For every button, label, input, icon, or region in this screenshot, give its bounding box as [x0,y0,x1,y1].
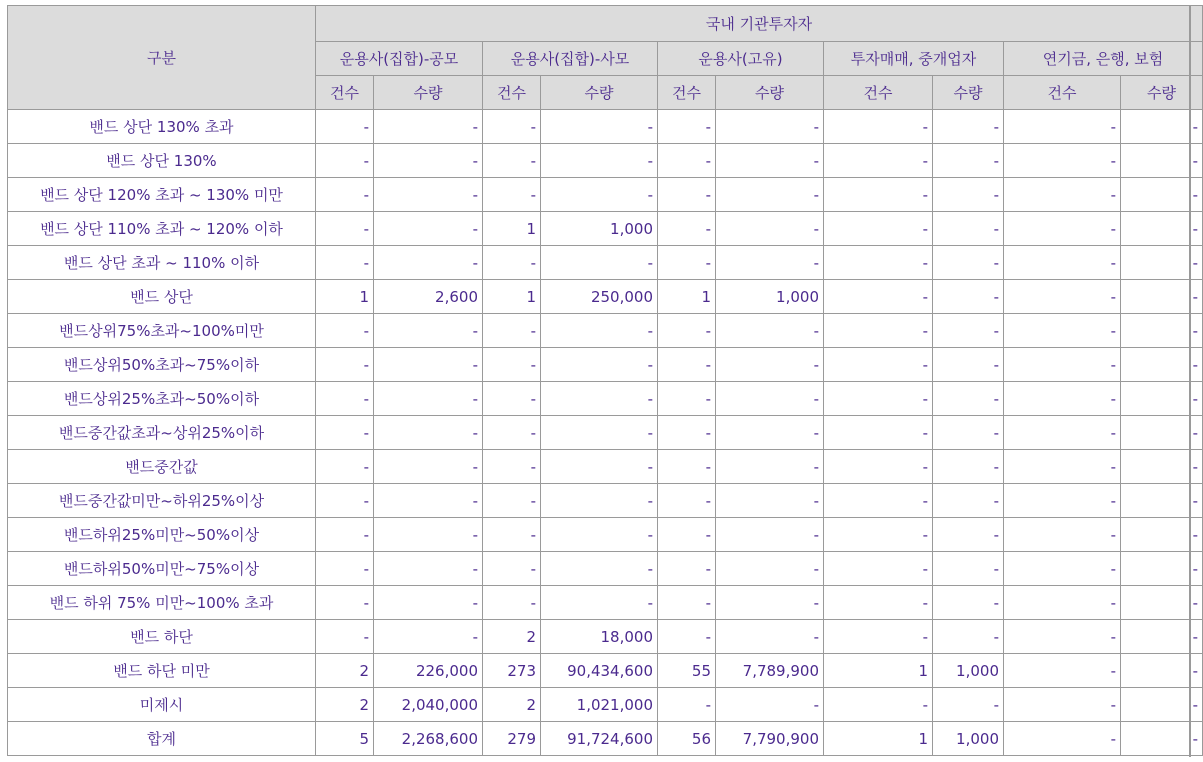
count-cell: - [316,586,374,620]
qty-cell: - [1121,212,1203,246]
count-cell: 2 [316,688,374,722]
qty-cell: - [374,348,483,382]
count-cell: - [824,382,933,416]
count-cell: - [1004,518,1121,552]
qty-cell: - [716,246,824,280]
qty-cell: - [933,484,1004,518]
count-cell: - [316,416,374,450]
count-cell: - [483,246,541,280]
category-header: 구분 [8,6,316,110]
qty-cell: - [933,144,1004,178]
qty-cell: - [716,314,824,348]
count-cell: - [1004,348,1121,382]
count-cell: 2 [483,688,541,722]
count-cell: - [483,314,541,348]
qty-header: 수량 [541,76,658,110]
count-cell: - [1004,144,1121,178]
subgroup-header: 투자매매, 중개업자 [824,42,1004,76]
qty-cell: - [1121,348,1203,382]
qty-cell: - [716,178,824,212]
count-cell: 273 [483,654,541,688]
qty-cell: 2,268,600 [374,722,483,756]
table-row [8,722,1203,756]
count-cell: - [658,416,716,450]
row-label: 밴드중간값 [8,450,316,484]
qty-cell: - [1121,654,1203,688]
count-cell: - [1004,552,1121,586]
count-cell: - [483,144,541,178]
qty-cell: - [541,348,658,382]
count-cell: - [316,484,374,518]
row-label: 밴드하위25%미만~50%이상 [8,518,316,552]
qty-cell: - [541,586,658,620]
count-cell: - [1004,314,1121,348]
qty-cell: - [716,586,824,620]
qty-cell: - [1121,450,1203,484]
count-cell: 279 [483,722,541,756]
row-label: 합계 [8,722,316,756]
count-cell: - [824,450,933,484]
qty-cell: - [374,450,483,484]
count-cell: - [658,450,716,484]
qty-cell: - [716,688,824,722]
qty-cell: - [933,348,1004,382]
qty-cell: - [374,382,483,416]
table-row [8,280,1203,314]
table-row [8,416,1203,450]
table-row [8,688,1203,722]
qty-cell: - [541,246,658,280]
count-cell: - [1004,722,1121,756]
qty-cell: - [1121,518,1203,552]
demand-forecast-table [7,5,1203,756]
table-row [8,382,1203,416]
count-cell: 5 [316,722,374,756]
count-cell: - [316,178,374,212]
count-cell: - [658,688,716,722]
qty-cell: - [541,178,658,212]
subgroup-header: 운용사(집합)-공모 [316,42,483,76]
count-cell: - [824,518,933,552]
qty-cell: - [541,110,658,144]
count-cell: - [824,280,933,314]
qty-cell: 1,000 [933,654,1004,688]
count-cell: 1 [316,280,374,314]
count-cell: 55 [658,654,716,688]
qty-cell: - [716,552,824,586]
qty-cell: - [716,348,824,382]
qty-cell: - [1121,382,1203,416]
qty-cell: - [1121,280,1203,314]
count-cell: - [658,620,716,654]
row-label: 밴드상위75%초과~100%미만 [8,314,316,348]
qty-cell: - [716,450,824,484]
qty-cell: - [541,314,658,348]
count-cell: - [483,450,541,484]
count-cell: 2 [316,654,374,688]
qty-cell: - [1121,552,1203,586]
qty-cell: - [933,416,1004,450]
qty-cell: - [374,416,483,450]
count-cell: - [483,552,541,586]
table-row [8,586,1203,620]
qty-cell: 91,724,600 [541,722,658,756]
count-header: 건수 [1004,76,1121,110]
count-cell: - [658,110,716,144]
qty-cell: - [716,144,824,178]
qty-cell: 1,000 [541,212,658,246]
count-cell: - [824,586,933,620]
qty-cell: - [933,518,1004,552]
qty-cell: - [933,246,1004,280]
table-row [8,654,1203,688]
qty-cell: - [541,450,658,484]
qty-cell: 1,021,000 [541,688,658,722]
table-row [8,450,1203,484]
count-cell: - [1004,586,1121,620]
qty-cell: - [716,382,824,416]
count-cell: - [658,382,716,416]
qty-cell: - [716,212,824,246]
count-cell: - [483,518,541,552]
row-label: 밴드 상단 [8,280,316,314]
count-cell: - [1004,246,1121,280]
table-row [8,620,1203,654]
table-row [8,144,1203,178]
count-cell: - [658,518,716,552]
row-label: 밴드 상단 130% [8,144,316,178]
qty-cell: - [933,212,1004,246]
qty-cell: - [374,552,483,586]
qty-cell: - [374,246,483,280]
count-header: 건수 [316,76,374,110]
count-cell: - [316,110,374,144]
count-cell: - [658,348,716,382]
qty-cell: - [1121,314,1203,348]
qty-cell: - [541,552,658,586]
qty-cell: - [933,280,1004,314]
row-label: 밴드상위50%초과~75%이하 [8,348,316,382]
count-cell: 1 [824,654,933,688]
count-cell: - [1004,280,1121,314]
count-cell: - [658,314,716,348]
row-label: 밴드 상단 110% 초과 ~ 120% 이하 [8,212,316,246]
count-cell: - [824,552,933,586]
count-cell: - [824,314,933,348]
qty-cell: - [933,314,1004,348]
qty-cell: - [374,178,483,212]
count-cell: - [316,552,374,586]
count-cell: - [316,212,374,246]
qty-header: 수량 [1121,76,1203,110]
count-cell: - [316,314,374,348]
row-label: 밴드 상단 130% 초과 [8,110,316,144]
count-cell: - [1004,212,1121,246]
subgroup-header: 연기금, 은행, 보험 [1004,42,1203,76]
count-cell: - [1004,450,1121,484]
table-row [8,484,1203,518]
count-cell: - [483,416,541,450]
qty-cell: - [1121,586,1203,620]
count-cell: 1 [824,722,933,756]
qty-cell: - [716,484,824,518]
qty-cell: - [933,382,1004,416]
qty-cell: - [933,110,1004,144]
count-cell: - [824,348,933,382]
count-cell: - [658,484,716,518]
count-cell: - [316,348,374,382]
count-cell: - [483,484,541,518]
table-body [8,110,1203,756]
count-cell: - [824,620,933,654]
row-label: 미제시 [8,688,316,722]
row-label: 밴드 하위 75% 미만~100% 초과 [8,586,316,620]
count-cell: 1 [483,212,541,246]
row-label: 밴드중간값미만~하위25%이상 [8,484,316,518]
qty-cell: - [933,450,1004,484]
count-cell: 1 [483,280,541,314]
qty-cell: - [374,144,483,178]
qty-header: 수량 [374,76,483,110]
table-row [8,212,1203,246]
group-header: 국내 기관투자자 [316,6,1203,42]
count-cell: - [1004,178,1121,212]
count-cell: - [658,144,716,178]
table-row [8,110,1203,144]
qty-cell: - [933,586,1004,620]
count-cell: - [824,144,933,178]
qty-cell: - [716,620,824,654]
count-cell: - [1004,620,1121,654]
subgroup-header: 운용사(집합)-사모 [483,42,658,76]
qty-cell: - [541,144,658,178]
qty-cell: 7,789,900 [716,654,824,688]
count-cell: - [483,178,541,212]
count-cell: - [316,144,374,178]
count-cell: - [1004,654,1121,688]
qty-cell: - [374,620,483,654]
count-cell: - [316,518,374,552]
row-label: 밴드상위25%초과~50%이하 [8,382,316,416]
qty-cell: - [1121,722,1203,756]
qty-cell: - [933,552,1004,586]
qty-cell: - [933,178,1004,212]
qty-cell: - [1121,484,1203,518]
count-cell: - [316,620,374,654]
qty-header: 수량 [716,76,824,110]
count-cell: - [824,246,933,280]
count-cell: 56 [658,722,716,756]
qty-cell: 1,000 [933,722,1004,756]
count-cell: 2 [483,620,541,654]
count-cell: - [1004,110,1121,144]
count-cell: - [1004,382,1121,416]
qty-cell: - [374,484,483,518]
count-cell: - [1004,416,1121,450]
qty-cell: - [541,484,658,518]
count-cell: - [483,586,541,620]
row-label: 밴드 하단 [8,620,316,654]
count-cell: - [316,382,374,416]
row-label: 밴드 상단 120% 초과 ~ 130% 미만 [8,178,316,212]
count-cell: - [824,688,933,722]
qty-cell: 90,434,600 [541,654,658,688]
count-cell: - [658,552,716,586]
qty-cell: - [716,110,824,144]
count-cell: - [824,212,933,246]
count-cell: - [658,246,716,280]
qty-cell: - [1121,144,1203,178]
table-row [8,178,1203,212]
count-cell: - [658,586,716,620]
row-label: 밴드 상단 초과 ~ 110% 이하 [8,246,316,280]
count-header: 건수 [658,76,716,110]
count-cell: - [824,178,933,212]
table-row [8,246,1203,280]
qty-cell: 2,040,000 [374,688,483,722]
qty-cell: - [716,518,824,552]
qty-cell: - [541,382,658,416]
count-cell: - [824,416,933,450]
count-cell: - [658,212,716,246]
count-header: 건수 [824,76,933,110]
qty-cell: 7,790,900 [716,722,824,756]
count-cell: - [1004,484,1121,518]
qty-cell: 1,000 [716,280,824,314]
qty-cell: - [374,314,483,348]
qty-cell: - [1121,246,1203,280]
qty-cell: - [541,416,658,450]
count-cell: - [316,450,374,484]
count-cell: - [483,382,541,416]
subgroup-header: 운용사(고유) [658,42,824,76]
qty-cell: 226,000 [374,654,483,688]
qty-cell: - [374,212,483,246]
qty-cell: - [716,416,824,450]
count-header: 건수 [483,76,541,110]
table-row [8,518,1203,552]
qty-cell: 2,600 [374,280,483,314]
qty-cell: - [1121,178,1203,212]
qty-cell: - [541,518,658,552]
table-container [7,5,1199,756]
qty-header: 수량 [933,76,1004,110]
table-row [8,314,1203,348]
qty-cell: - [374,110,483,144]
qty-cell: 18,000 [541,620,658,654]
count-cell: - [1004,688,1121,722]
count-cell: - [824,110,933,144]
row-label: 밴드하위50%미만~75%이상 [8,552,316,586]
table-row [8,348,1203,382]
row-label: 밴드중간값초과~상위25%이하 [8,416,316,450]
qty-cell: 250,000 [541,280,658,314]
qty-cell: - [1121,688,1203,722]
table-right-border [1189,5,1191,757]
count-cell: - [316,246,374,280]
count-cell: 1 [658,280,716,314]
count-cell: - [658,178,716,212]
qty-cell: - [1121,416,1203,450]
qty-cell: - [374,586,483,620]
qty-cell: - [933,620,1004,654]
count-cell: - [824,484,933,518]
count-cell: - [483,110,541,144]
qty-cell: - [933,688,1004,722]
table-row [8,552,1203,586]
qty-cell: - [1121,620,1203,654]
row-label: 밴드 하단 미만 [8,654,316,688]
count-cell: - [483,348,541,382]
qty-cell: - [1121,110,1203,144]
qty-cell: - [374,518,483,552]
